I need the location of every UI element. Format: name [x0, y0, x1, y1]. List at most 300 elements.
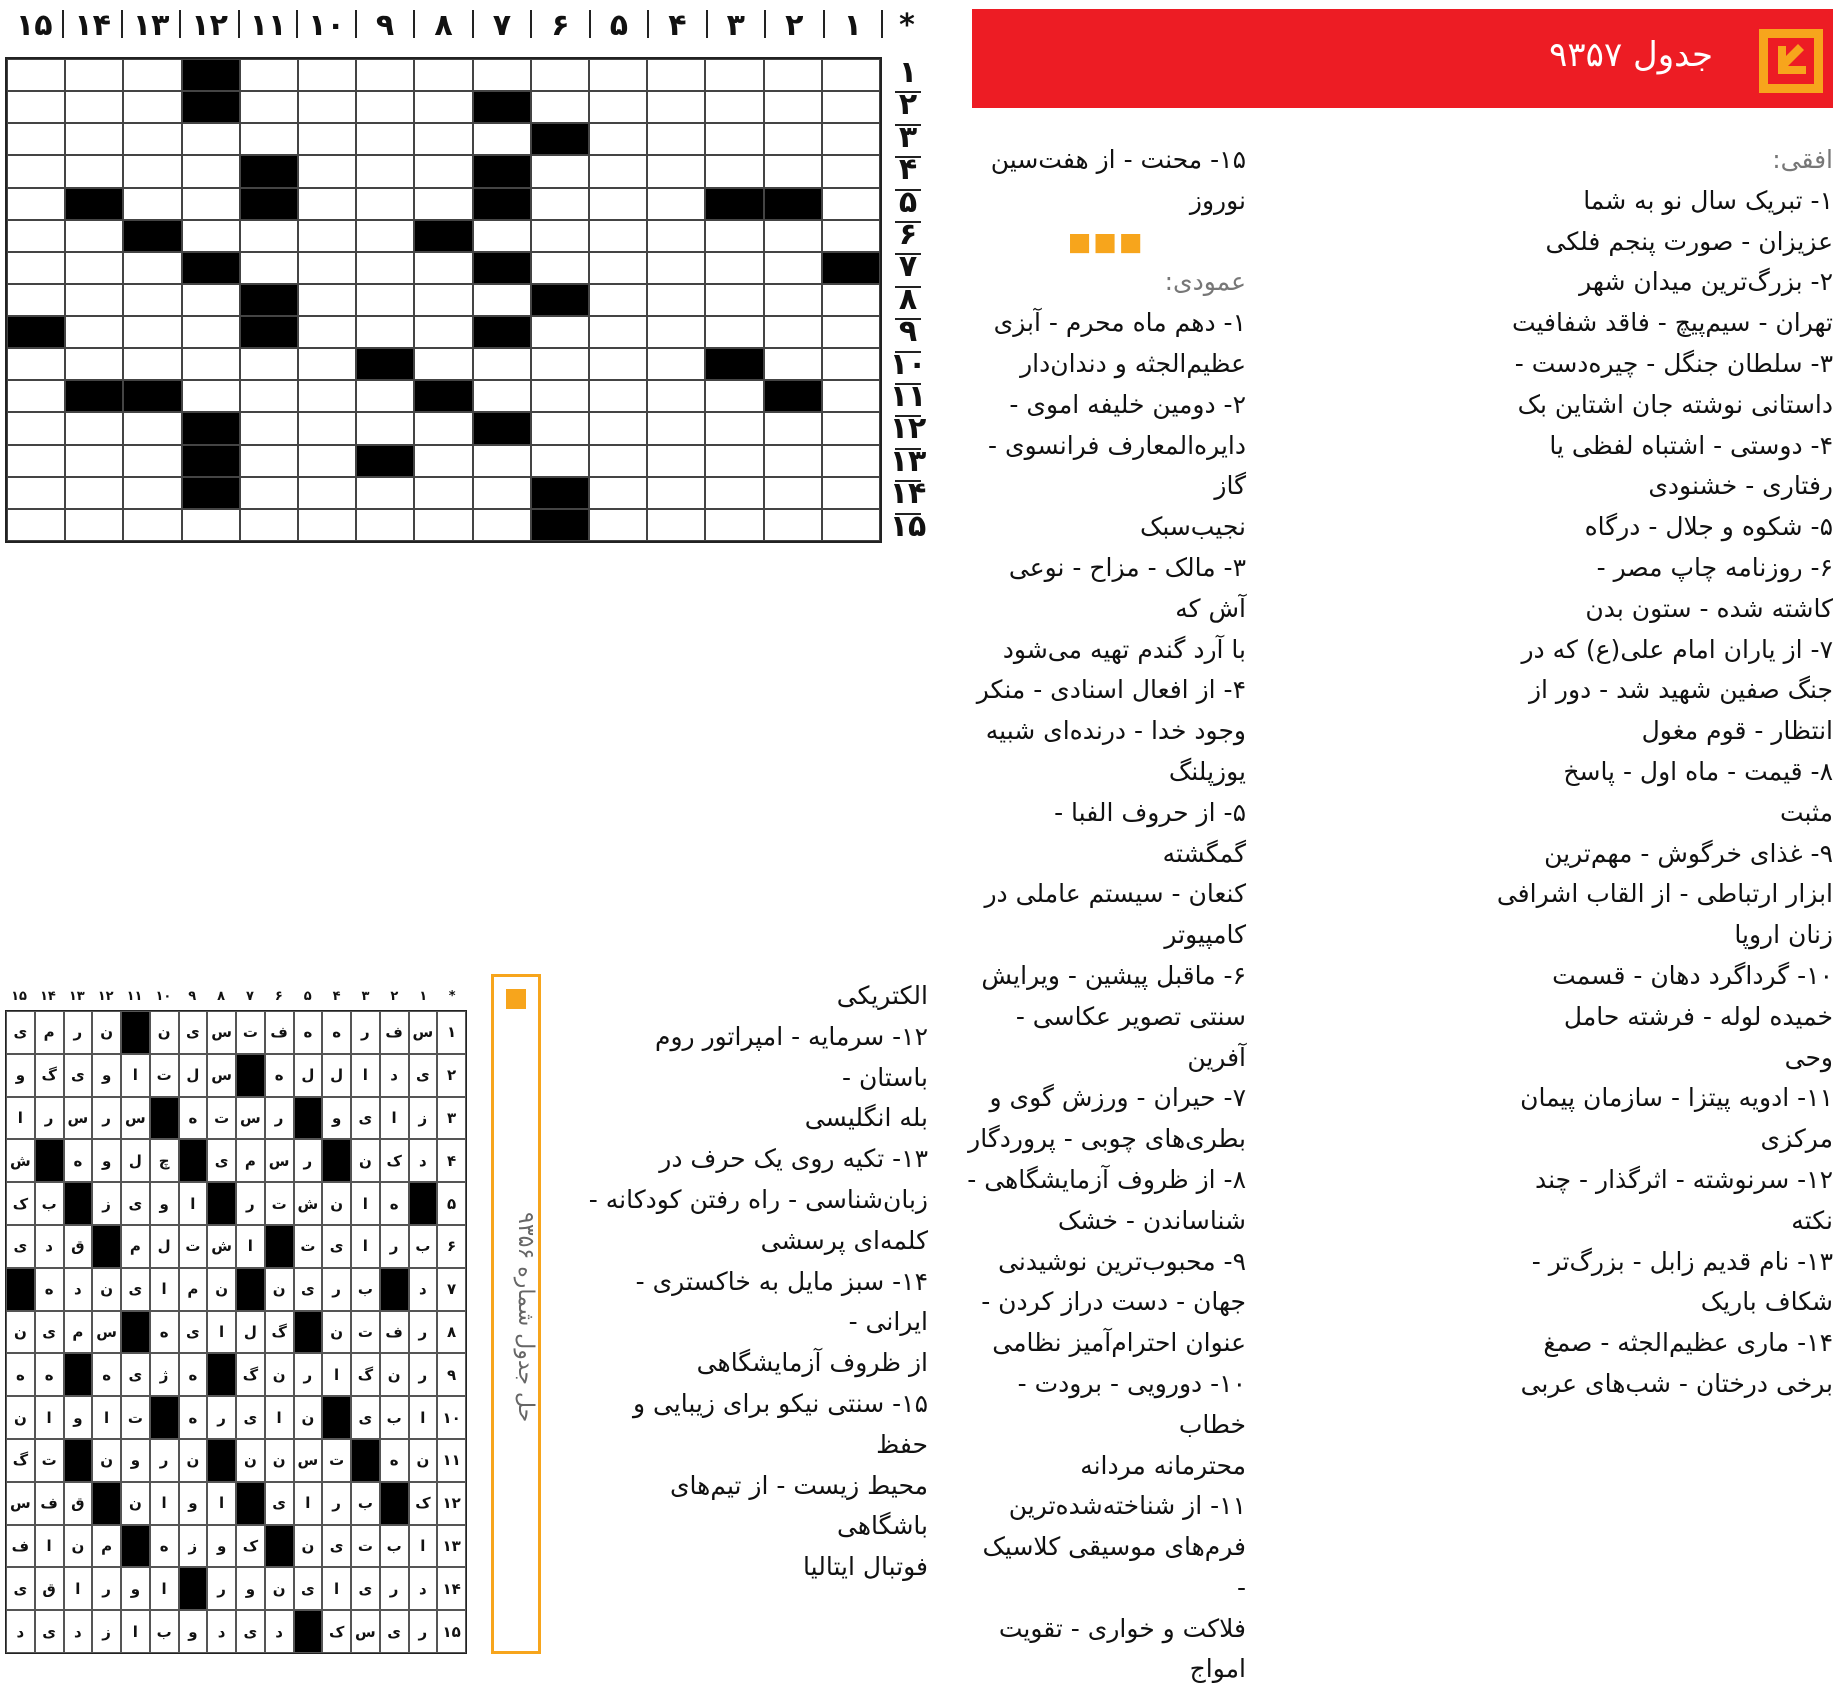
grid-cell — [182, 284, 240, 316]
puzzle-header — [972, 9, 1833, 108]
grid-cell — [123, 477, 181, 509]
solution-cell: ن — [92, 1011, 121, 1054]
clue-line: مثبت — [1779, 797, 1833, 827]
solution-cell: ب — [380, 1525, 409, 1568]
clue-line: ۶- ماقبل پیشین - ویرایش — [981, 960, 1246, 990]
grid-cell — [647, 316, 705, 348]
column-number: ۱۰ — [308, 8, 345, 43]
solution-cell: و — [121, 1439, 150, 1482]
solution-cell: ی — [121, 1182, 150, 1225]
grid-cell — [123, 412, 181, 444]
grid-cell — [764, 91, 822, 123]
row-number: ۶ — [898, 217, 918, 252]
grid-cell — [7, 59, 65, 91]
grid-cell — [531, 348, 589, 380]
solution-cell: م — [92, 1525, 121, 1568]
clue-line: بله انگلیسی — [804, 1103, 928, 1133]
column-separator — [764, 10, 766, 38]
solution-cell: س — [236, 1097, 265, 1140]
solution-cell: ن — [150, 1011, 179, 1054]
solution-cell: ن — [409, 1439, 438, 1482]
solution-row-number: ۱۳ — [437, 1525, 466, 1568]
solution-cell: س — [207, 1054, 236, 1097]
column-number: ۱۵ — [15, 8, 53, 43]
solution-cell: و — [92, 1054, 121, 1097]
solution-cell: د — [207, 1610, 236, 1653]
grid-cell — [123, 91, 181, 123]
clue-line: الکتریکی — [836, 981, 928, 1010]
solution-cell: د — [409, 1268, 438, 1311]
grid-cell — [356, 220, 414, 252]
solution-cell: ل — [179, 1054, 208, 1097]
solution-cell: ی — [179, 1011, 208, 1054]
row-number: ۵ — [898, 184, 918, 220]
solution-cell: ا — [409, 1525, 438, 1568]
solution-cell: ر — [207, 1567, 236, 1610]
solution-cell: ا — [322, 1353, 351, 1396]
solution-cell: ی — [6, 1011, 35, 1054]
black-cell — [182, 412, 240, 444]
grid-cell — [647, 188, 705, 220]
solution-column-number: ۱۱ — [126, 989, 143, 1004]
logo-icon — [1759, 29, 1823, 93]
grid-cell — [182, 155, 240, 187]
solution-cell: ه — [322, 1011, 351, 1054]
solution-cell: ن — [92, 1268, 121, 1311]
solution-cell: ل — [294, 1054, 323, 1097]
grid-cell — [65, 220, 123, 252]
solution-cell: ن — [380, 1353, 409, 1396]
grid-cell — [298, 123, 356, 155]
clue-line: محترمانه مردانه — [1080, 1450, 1246, 1480]
solution-black-cell — [265, 1225, 294, 1268]
grid-cell — [764, 284, 822, 316]
clue-line: شکاف باریک — [1700, 1287, 1833, 1317]
grid-cell — [705, 252, 763, 284]
solution-black-cell — [380, 1482, 409, 1525]
solution-cell: ق — [64, 1225, 93, 1268]
grid-cell — [123, 445, 181, 477]
solution-black-cell — [236, 1482, 265, 1525]
black-cell — [182, 91, 240, 123]
grid-cell — [647, 155, 705, 187]
clue-line: بطری‌های چوبی - پروردگار — [968, 1124, 1246, 1154]
column-separator — [530, 10, 532, 38]
solution-cell: ک — [409, 1482, 438, 1525]
grid-cell — [414, 91, 472, 123]
row-number: ۱۴ — [889, 476, 927, 512]
solution-cell: ر — [351, 1011, 380, 1054]
clue-line: جهان - دست دراز کردن - — [981, 1287, 1246, 1317]
clue-line: زبان‌شناسی - راه رفتن کودکانه - — [588, 1184, 928, 1214]
solution-cell: ه — [6, 1353, 35, 1396]
row-number: ۱۲ — [889, 411, 927, 447]
solution-cell: ی — [207, 1139, 236, 1182]
grid-cell — [531, 91, 589, 123]
black-cell — [531, 284, 589, 316]
grid-cell — [473, 59, 531, 91]
solution-cell: ر — [409, 1610, 438, 1653]
solution-cell: ا — [351, 1182, 380, 1225]
solution-grid — [5, 1010, 467, 1654]
grid-cell — [182, 220, 240, 252]
solution-cell: ر — [265, 1097, 294, 1140]
grid-cell — [589, 59, 647, 91]
grid-cell — [298, 412, 356, 444]
solution-cell: ا — [351, 1225, 380, 1268]
solution-column-number: ۸ — [217, 989, 226, 1004]
column-separator — [823, 10, 825, 38]
clue-line: شناساندن - خشک — [1057, 1205, 1246, 1235]
solution-cell: ه — [265, 1054, 294, 1097]
solution-cell: ب — [380, 1396, 409, 1439]
solution-cell: ن — [6, 1311, 35, 1354]
clue-line: ۸- قیمت - ماه اول - پاسخ — [1563, 756, 1833, 786]
solution-cell: ن — [207, 1268, 236, 1311]
solution-cell: ی — [351, 1567, 380, 1610]
grid-cell — [414, 59, 472, 91]
solution-cell: ی — [351, 1097, 380, 1140]
grid-cell — [356, 380, 414, 412]
grid-cell — [298, 284, 356, 316]
clue-line: کاشته شده - ستون بدن — [1585, 593, 1833, 623]
solution-cell: ه — [35, 1268, 64, 1311]
grid-cell — [65, 316, 123, 348]
clue-line: عظیم‌الجثه و دندان‌دار — [1020, 348, 1246, 378]
grid-cell — [65, 284, 123, 316]
solution-cell: ن — [322, 1311, 351, 1354]
grid-cell — [356, 252, 414, 284]
solution-cell: ی — [64, 1054, 93, 1097]
clue-line: نکته — [1791, 1205, 1833, 1235]
solution-cell: ی — [322, 1225, 351, 1268]
solution-cell: م — [236, 1139, 265, 1182]
clue-line: وجود خدا - درنده‌ای شبیه — [985, 716, 1246, 746]
clue-line: کامپیوتر — [1164, 920, 1246, 950]
clue-line: ۱۳- تکیه روی یک حرف در — [659, 1144, 928, 1174]
row-number: ۸ — [898, 281, 918, 317]
row-number: ۱۱ — [889, 379, 927, 414]
solution-cell: ن — [265, 1353, 294, 1396]
grid-cell — [240, 412, 298, 444]
solution-column-number: ۹ — [188, 989, 197, 1004]
black-cell — [7, 316, 65, 348]
solution-cell: ا — [150, 1482, 179, 1525]
solution-cell: ت — [322, 1439, 351, 1482]
grid-cell — [65, 59, 123, 91]
grid-cell — [356, 188, 414, 220]
solution-cell: ه — [179, 1396, 208, 1439]
solution-cell: ا — [179, 1182, 208, 1225]
grid-cell — [705, 220, 763, 252]
solution-cell: ن — [64, 1525, 93, 1568]
solution-cell: س — [351, 1610, 380, 1653]
solution-cell: ف — [265, 1011, 294, 1054]
grid-cell — [822, 316, 880, 348]
solution-cell: گ — [265, 1311, 294, 1354]
clue-line: ۷- از یاران امام علی(ع) که در — [1521, 634, 1833, 664]
solution-cell: و — [179, 1610, 208, 1653]
solution-cell: ر — [92, 1567, 121, 1610]
grid-cell — [822, 445, 880, 477]
solution-cell: س — [64, 1097, 93, 1140]
grid-cell — [240, 59, 298, 91]
grid-cell — [822, 220, 880, 252]
grid-cell — [822, 509, 880, 541]
grid-cell — [414, 284, 472, 316]
clue-line: ۳- سلطان جنگل - چیره‌دست - — [1514, 348, 1833, 378]
grid-cell — [123, 59, 181, 91]
solution-black-cell — [294, 1097, 323, 1140]
puzzle-title: جدول ۹۳۵۷ — [1549, 35, 1713, 75]
solution-cell: ب — [35, 1182, 64, 1225]
solution-black-cell — [92, 1225, 121, 1268]
grid-cell — [182, 380, 240, 412]
grid-cell — [589, 445, 647, 477]
clue-line: داستانی نوشته جان اشتاین بک — [1517, 389, 1833, 419]
solution-star-label: * — [448, 989, 456, 1004]
solution-column-number: ۱۰ — [155, 989, 172, 1004]
grid-cell — [589, 380, 647, 412]
black-cell — [123, 220, 181, 252]
grid-cell — [705, 380, 763, 412]
solution-cell: ب — [351, 1482, 380, 1525]
grid-cell — [298, 380, 356, 412]
grid-cell — [123, 284, 181, 316]
solution-cell: ن — [179, 1439, 208, 1482]
clue-line: کلمه‌ای پرسشی — [760, 1225, 928, 1255]
solution-cell: س — [409, 1011, 438, 1054]
clue-line: ۴- دوستی - اشتباه لفظی یا — [1549, 430, 1833, 460]
grid-cell — [123, 316, 181, 348]
grid-cell — [182, 188, 240, 220]
grid-cell — [298, 59, 356, 91]
solution-cell: و — [150, 1182, 179, 1225]
grid-cell — [182, 348, 240, 380]
grid-cell — [822, 91, 880, 123]
grid-cell — [473, 509, 531, 541]
grid-cell — [7, 348, 65, 380]
column-separator — [881, 10, 883, 38]
solution-cell: ه — [179, 1353, 208, 1396]
solution-cell: ه — [150, 1525, 179, 1568]
column-number: ۵ — [609, 8, 629, 43]
grid-cell — [414, 445, 472, 477]
solution-cell: ر — [409, 1353, 438, 1396]
grid-cell — [822, 188, 880, 220]
row-number: ۱۳ — [889, 443, 927, 479]
grid-cell — [414, 123, 472, 155]
clue-line: ۱۴- سبز مایل به خاکستری - ایرانی - — [635, 1266, 928, 1337]
solution-row-number: ۱۴ — [437, 1567, 466, 1610]
clue-line: ۱۱- ادویه پیتزا - سازمان پیمان — [1520, 1083, 1833, 1113]
solution-black-cell — [265, 1525, 294, 1568]
solution-cell: ت — [207, 1097, 236, 1140]
grid-cell — [822, 348, 880, 380]
column-number: ۶ — [551, 8, 570, 43]
solution-black-cell — [92, 1482, 121, 1525]
solution-cell: ه — [92, 1353, 121, 1396]
solution-row-number: ۷ — [437, 1268, 466, 1311]
grid-cell — [647, 509, 705, 541]
solution-cell: ی — [121, 1268, 150, 1311]
grid-cell — [240, 509, 298, 541]
grid-cell — [65, 155, 123, 187]
grid-cell — [473, 284, 531, 316]
grid-cell — [705, 59, 763, 91]
solution-cell: ت — [179, 1225, 208, 1268]
grid-cell — [123, 509, 181, 541]
grid-cell — [240, 123, 298, 155]
grid-cell — [705, 412, 763, 444]
clue-line: دایره‌المعارف فرانسوی - گاز — [988, 430, 1246, 501]
grid-cell — [414, 155, 472, 187]
grid-cell — [7, 220, 65, 252]
grid-cell — [7, 284, 65, 316]
black-cell — [182, 477, 240, 509]
grid-cell — [531, 252, 589, 284]
solution-cell: ر — [92, 1097, 121, 1140]
solution-cell: و — [64, 1396, 93, 1439]
solution-cell: ر — [236, 1182, 265, 1225]
grid-cell — [589, 91, 647, 123]
clue-line: ۱۲- سرنوشته - اثرگذار - چند — [1534, 1164, 1833, 1194]
row-number: ۱۰ — [889, 346, 927, 382]
grid-cell — [414, 509, 472, 541]
grid-cell — [414, 252, 472, 284]
column-separator — [62, 10, 64, 38]
mini-logo-icon — [506, 989, 526, 1009]
solution-cell: ن — [265, 1268, 294, 1311]
solution-cell: س — [6, 1482, 35, 1525]
grid-cell — [822, 412, 880, 444]
solution-cell: ف — [6, 1525, 35, 1568]
solution-cell: ن — [6, 1396, 35, 1439]
clue-line: وحی — [1784, 1042, 1833, 1072]
black-cell — [182, 59, 240, 91]
solution-cell: ی — [351, 1396, 380, 1439]
solution-cell: چ — [150, 1139, 179, 1182]
grid-cell — [65, 412, 123, 444]
solution-cell: س — [294, 1439, 323, 1482]
grid-cell — [298, 445, 356, 477]
solution-cell: ت — [121, 1396, 150, 1439]
grid-cell — [647, 477, 705, 509]
solution-black-cell — [409, 1182, 438, 1225]
black-cell — [240, 155, 298, 187]
grid-cell — [240, 477, 298, 509]
grid-cell — [589, 284, 647, 316]
grid-cell — [589, 316, 647, 348]
black-cell — [473, 252, 531, 284]
solution-cell: ه — [64, 1139, 93, 1182]
solution-cell: ا — [121, 1054, 150, 1097]
grid-cell — [531, 155, 589, 187]
grid-cell — [705, 477, 763, 509]
clue-line: ۱۰- دورویی - برودت - خطاب — [1017, 1368, 1246, 1439]
solution-cell: د — [64, 1610, 93, 1653]
grid-cell — [589, 155, 647, 187]
solution-black-cell — [322, 1139, 351, 1182]
solution-cell: ن — [92, 1439, 121, 1482]
solution-row-number: ۴ — [437, 1139, 466, 1182]
black-cell — [531, 509, 589, 541]
grid-cell — [473, 380, 531, 412]
solution-cell: ل — [322, 1054, 351, 1097]
solution-cell: ی — [236, 1396, 265, 1439]
grid-cell — [822, 284, 880, 316]
clue-line: ۱۳- نام قدیم زابل - بزرگ‌تر - — [1531, 1246, 1833, 1276]
solution-cell: ر — [207, 1396, 236, 1439]
clue-line: انتظار - قوم مغول — [1641, 716, 1833, 746]
clue-line: جنگ صفین شهید شد - دور از — [1528, 675, 1833, 705]
grid-cell — [356, 509, 414, 541]
column-separator — [647, 10, 649, 38]
grid-cell — [414, 316, 472, 348]
clue-line: تهران - سیم‌پیچ - فاقد شفافیت — [1511, 308, 1833, 338]
grid-cell — [298, 509, 356, 541]
black-cell — [473, 91, 531, 123]
solution-cell: ا — [92, 1396, 121, 1439]
column-separator — [179, 10, 181, 38]
row-number: ۹ — [898, 314, 918, 350]
solution-cell: ه — [380, 1439, 409, 1482]
black-cell — [764, 188, 822, 220]
grid-cell — [764, 412, 822, 444]
solution-cell: ت — [294, 1225, 323, 1268]
grid-cell — [7, 188, 65, 220]
clue-line: ۵- از حروف الفبا - گمگشته — [1054, 797, 1246, 868]
solution-row-number: ۸ — [437, 1311, 466, 1354]
grid-cell — [647, 220, 705, 252]
solution-cell: گ — [6, 1439, 35, 1482]
solution-cell: ا — [35, 1396, 64, 1439]
grid-star-label: * — [899, 8, 915, 43]
grid-cell — [298, 155, 356, 187]
column-number: ۱۳ — [132, 8, 170, 43]
grid-cell — [7, 123, 65, 155]
grid-cell — [822, 477, 880, 509]
solution-cell: و — [92, 1139, 121, 1182]
grid-cell — [589, 188, 647, 220]
solution-cell: ت — [351, 1311, 380, 1354]
vertical-clues — [966, 140, 1246, 1690]
grid-cell — [7, 477, 65, 509]
solution-cell: ی — [35, 1610, 64, 1653]
grid-cell — [764, 155, 822, 187]
black-cell — [65, 380, 123, 412]
grid-cell — [65, 252, 123, 284]
solution-cell: م — [35, 1011, 64, 1054]
solution-cell: ر — [35, 1097, 64, 1140]
grid-cell — [764, 316, 822, 348]
clue-line: ۳- مالک - مزاح - نوعی آش که — [1008, 552, 1246, 623]
grid-cell — [705, 91, 763, 123]
grid-cell — [589, 412, 647, 444]
solution-cell: ا — [121, 1610, 150, 1653]
clue-line: سنتی تصویر عکاسی - آفرین — [1015, 1001, 1246, 1072]
clue-line: خمیده لوله - فرشته حامل — [1563, 1001, 1833, 1031]
solution-column-number: ۱۲ — [97, 989, 114, 1004]
column-number: ۱ — [843, 8, 862, 43]
solution-cell: ش — [294, 1182, 323, 1225]
solution-cell: و — [179, 1482, 208, 1525]
solution-cell: ا — [35, 1525, 64, 1568]
grid-cell — [7, 252, 65, 284]
solution-black-cell — [150, 1396, 179, 1439]
solution-column-number: ۶ — [274, 989, 283, 1004]
solution-black-cell — [236, 1054, 265, 1097]
